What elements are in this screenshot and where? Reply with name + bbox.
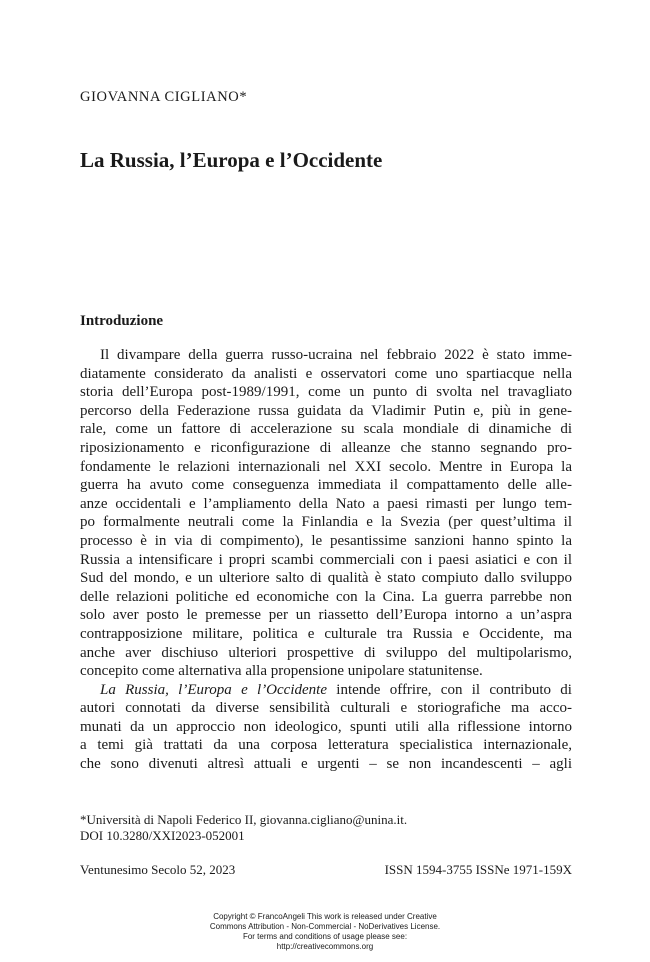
body-line: delle relazioni politiche ed economiche con la Cina. La guerra parrebbe non — [80, 588, 572, 605]
body-line: guerra ha avuto come conseguenza immediata il compattamento delle alle- — [80, 477, 572, 494]
body-line: anche aver dischiuso ulteriori prospettive di sviluppo del multipolarismo, — [80, 644, 572, 661]
body-line: solo aver posto le premesse per un riassetto dell’Europa intorno a un’aspra — [80, 607, 572, 624]
section-heading: Introduzione — [80, 313, 164, 329]
body-line: autori connotati da diverse sensibilità culturali e storiografiche ma acco- — [80, 700, 572, 717]
body-line: munati da un approccio non ideologico, spunti utili alla riflessione intorno — [80, 718, 572, 735]
body-line: Russia a intensificare i propri scambi commerciali con i paesi asiatici e con il — [80, 551, 572, 568]
body-line: percorso della Federazione russa guidata da Vladimir Putin e, più in gene- — [80, 402, 572, 419]
journal-citation: Ventunesimo Secolo 52, 2023 — [80, 862, 236, 877]
copyright-line: Commons Attribution - Non-Commercial - NoDerivatives License. — [209, 922, 441, 931]
running-footer — [80, 862, 572, 878]
body-line: Il divampare della guerra russo-ucraina nel febbraio 2022 è stato imme- — [100, 347, 572, 363]
body-line-rest: intende offrire, con il contributo di — [326, 681, 572, 698]
copyright-line: For terms and conditions of usage please see: — [242, 932, 408, 941]
issn: ISSN 1594-3755 ISSNe 1971-159X — [384, 862, 572, 877]
body-line: contrapposizione militare, politica e culturale tra Russia e Occidente, ma — [80, 625, 572, 642]
footnote-doi: DOI 10.3280/XXI2023-052001 — [80, 828, 245, 843]
body-line: po formalmente neutrali come la Finlandia e la Svezia (per quest’ultima il — [80, 514, 572, 531]
article-title: La Russia, l’Europa e l’Occidente — [80, 148, 383, 172]
body-line: Sud del mondo, e un ulteriore salto di qualità è stato compiuto dallo sviluppo — [80, 570, 572, 587]
copyright-notice — [0, 912, 650, 952]
body-line: processo è in via di compimento), le pesantissime sanzioni hanno spinto la — [80, 532, 572, 549]
copyright-line: Copyright © FrancoAngeli This work is released under Creative — [213, 912, 437, 921]
article-body — [80, 346, 572, 774]
body-line: riposizionamento e riconfigurazione di alleanze che stanno segnando pro- — [80, 439, 572, 456]
body-line: che sono divenuti altresì attuali e urgenti – se non incandescenti – agli — [80, 756, 572, 773]
body-line: fondamente le relazioni internazionali nel XXI secolo. Mentre in Europa la — [80, 458, 572, 475]
copyright-link[interactable]: http://creativecommons.org — [276, 942, 374, 951]
author-name: GIOVANNA CIGLIANO* — [80, 89, 248, 105]
footnote-affiliation: *Università di Napoli Federico II, giovanna.cigliano@unina.it. — [80, 812, 408, 827]
body-line: diatamente considerato da analisti e osservatori come uno spartiacque nella — [80, 365, 572, 382]
body-line: rale, come un fattore di accelerazione su scala mondiale di dinamiche di — [80, 421, 572, 438]
body-line: concepito come alternativa alla propensione unipolare statunitense. — [80, 663, 483, 680]
body-line: anze occidentali e l’ampliamento della Nato a paesi rimasti per lungo tem- — [80, 495, 572, 512]
body-line: a temi già trattati da una corposa letteratura specialistica internazionale, — [80, 737, 572, 754]
footnote — [80, 812, 407, 844]
book-title-italic: La Russia, l’Europa e l’Occidente — [100, 681, 327, 698]
body-line: storia dell’Europa post-1989/1991, come un punto di svolta nel travagliato — [80, 384, 572, 401]
body-line — [80, 681, 572, 700]
